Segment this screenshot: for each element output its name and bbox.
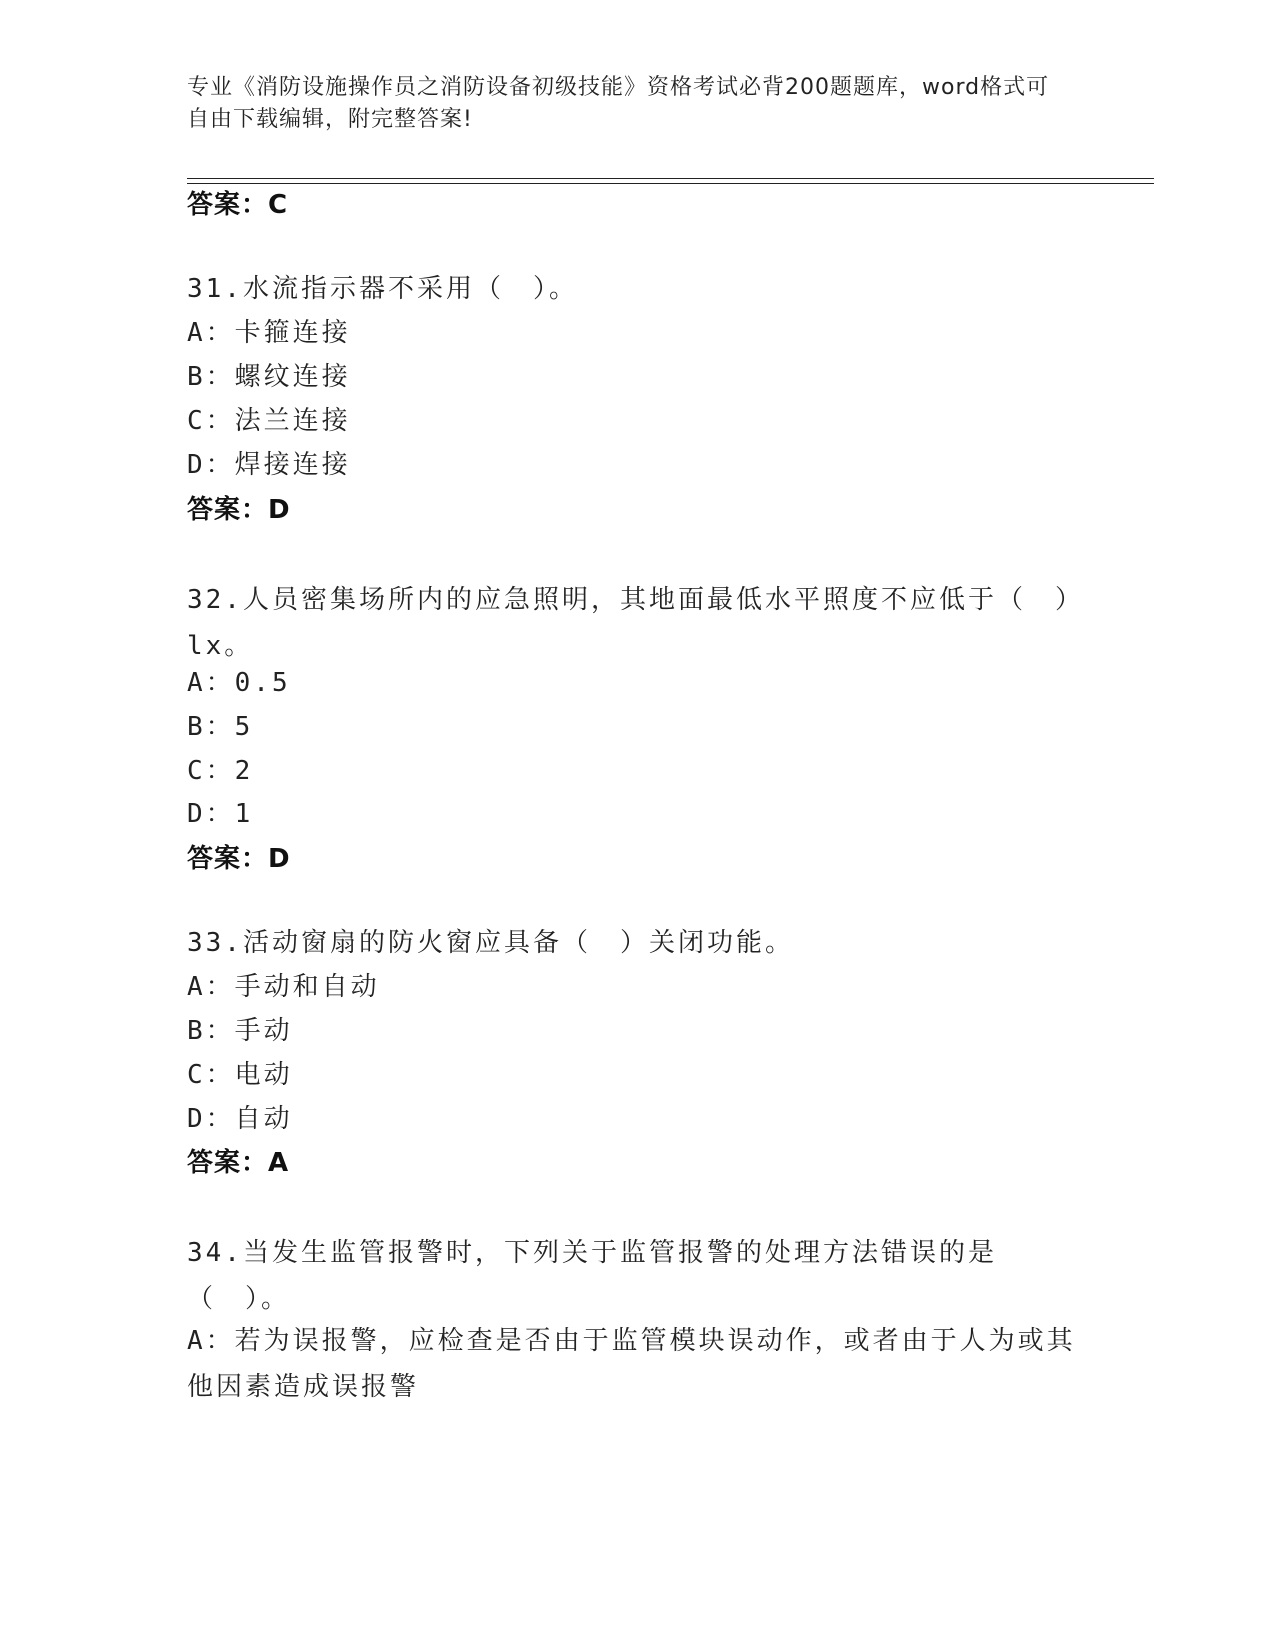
document-header: 专业《消防设施操作员之消防设备初级技能》资格考试必背200题题库，word格式可自由下载编辑，附完整答案!: [187, 75, 1050, 132]
question-31-answer: 答案：D: [187, 495, 291, 525]
question-34-option-a: A：若为误报警，应检查是否由于监管模块误动作，或者由于人为或其他因素造成误报警: [187, 1326, 1076, 1402]
answer-prev: 答案：C: [187, 190, 289, 220]
question-31-stem: 31.水流指示器不采用（ ）。: [187, 274, 578, 304]
question-31-option-d: D：焊接连接: [187, 450, 351, 480]
question-33-option-b: B：手动: [187, 1016, 293, 1046]
question-32-option-d: D：1: [187, 799, 254, 829]
question-31-option-c: C：法兰连接: [187, 406, 351, 436]
question-31-option-b: B：螺纹连接: [187, 362, 351, 392]
header-rule-top: [187, 178, 1154, 179]
question-33-stem: 33.活动窗扇的防火窗应具备（ ）关闭功能。: [187, 928, 794, 958]
question-32-option-a: A：0.5: [187, 668, 291, 698]
question-33-option-d: D：自动: [187, 1104, 293, 1134]
question-32-option-c: C：2: [187, 756, 254, 786]
question-33-answer: 答案：A: [187, 1148, 290, 1178]
question-34-stem: 34.当发生监管报警时，下列关于监管报警的处理方法错误的是（ ）。: [187, 1238, 997, 1314]
question-32-answer: 答案：D: [187, 844, 291, 874]
header-rule-bottom: [187, 183, 1154, 184]
question-32-stem: 32.人员密集场所内的应急照明，其地面最低水平照度不应低于（ ）lx。: [187, 585, 1071, 661]
question-31-option-a: A：卡箍连接: [187, 318, 351, 348]
question-33-option-a: A：手动和自动: [187, 972, 380, 1002]
question-32-option-b: B：5: [187, 712, 254, 742]
question-33-option-c: C：电动: [187, 1060, 293, 1090]
